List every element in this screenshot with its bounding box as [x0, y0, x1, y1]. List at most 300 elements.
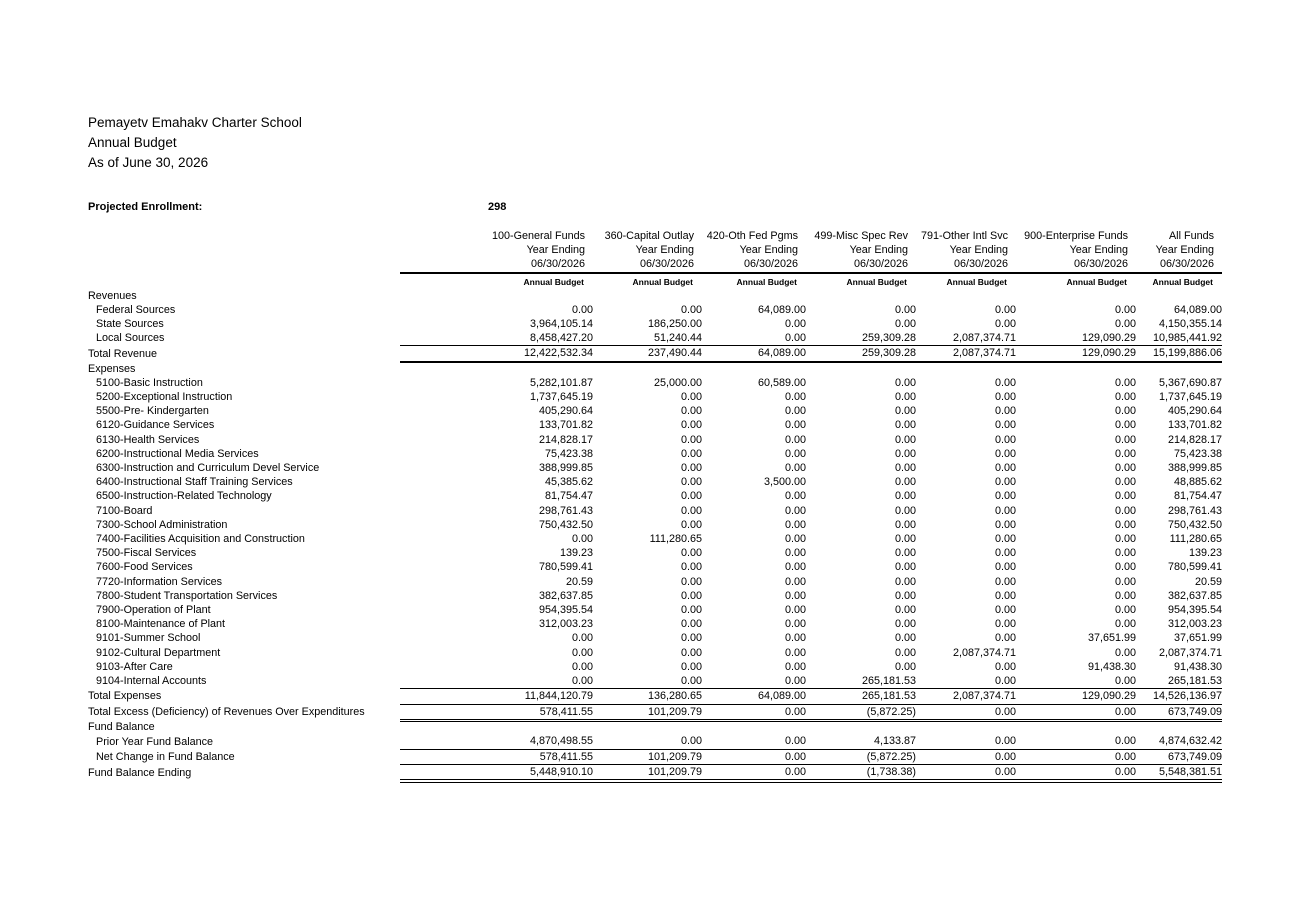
cell-value: (5,872.25): [806, 704, 916, 720]
table-row: [88, 660, 1222, 674]
cell-value: 0.00: [994, 589, 1016, 602]
cell-value: 64,089.00: [702, 346, 806, 362]
cell-value: 2,087,374.71: [916, 346, 1016, 362]
column-header: [806, 229, 916, 273]
row-label: Total Expenses: [88, 690, 162, 703]
table-row: [88, 704, 1222, 720]
cell-value: 0.00: [916, 704, 1016, 720]
table-row: [88, 447, 1222, 461]
row-label: Fund Balance Ending: [88, 766, 192, 779]
row-label: Revenues: [88, 289, 137, 302]
annual-budget-label: Annual Budget: [736, 276, 797, 287]
column-header-name: All Funds: [1168, 230, 1214, 242]
row-label: 5100-Basic Instruction: [96, 376, 203, 389]
row-label: 7720-Information Services: [96, 575, 223, 588]
budget-table: [88, 229, 1222, 783]
cell-value: 0.00: [784, 447, 806, 460]
cell-value: 3,964,105.14: [529, 318, 593, 331]
cell-value: 25,000.00: [653, 376, 702, 389]
cell-value: 4,150,355.14: [1158, 318, 1222, 331]
table-row: [88, 689, 1222, 704]
cell-value: 0.00: [1114, 303, 1136, 316]
cell-value: 0.00: [1016, 704, 1136, 720]
cell-value: 0.00: [680, 518, 702, 531]
table-row: [88, 376, 1222, 390]
cell-value: 0.00: [680, 660, 702, 673]
cell-value: 750,432.50: [1167, 518, 1222, 531]
cell-value: 0.00: [894, 504, 916, 517]
cell-value: 136,280.65: [593, 689, 702, 704]
cell-value: 0.00: [1114, 604, 1136, 617]
cell-value: 81,754.47: [544, 490, 593, 503]
column-header: [593, 229, 702, 273]
cell-value: 0.00: [680, 447, 702, 460]
column-header-name: 420-Oth Fed Pgms: [706, 230, 798, 242]
cell-value: 0.00: [894, 660, 916, 673]
cell-value: 312,003.23: [538, 618, 593, 631]
document-title-block: [88, 113, 302, 173]
fund-header-row: [88, 229, 1222, 273]
cell-value: 129,090.29: [1016, 689, 1136, 704]
column-header-year: Year Ending: [849, 244, 908, 257]
cell-value: 0.00: [1114, 405, 1136, 418]
column-header-date: 06/30/2026: [530, 258, 585, 271]
cell-value: 0.00: [702, 704, 806, 720]
table-row: [88, 489, 1222, 503]
cell-value: 186,250.00: [647, 318, 702, 331]
cell-value: 0.00: [680, 561, 702, 574]
annual-budget-label: Annual Budget: [1066, 276, 1127, 287]
cell-value: 129,090.29: [1016, 346, 1136, 362]
column-header: [1016, 229, 1136, 273]
cell-value: 4,133.87: [806, 734, 916, 749]
cell-value: 0.00: [784, 433, 806, 446]
cell-value: 265,181.53: [861, 675, 916, 688]
cell-value: 101,209.79: [593, 749, 702, 764]
cell-value: 0.00: [1114, 419, 1136, 432]
cell-value: 405,290.64: [1167, 405, 1222, 418]
row-label: Total Revenue: [88, 347, 158, 360]
cell-value: 0.00: [571, 632, 593, 645]
cell-value: 0.00: [894, 589, 916, 602]
cell-value: 0.00: [680, 419, 702, 432]
cell-value: 0.00: [680, 575, 702, 588]
cell-value: 214,828.17: [538, 433, 593, 446]
cell-value: 0.00: [680, 618, 702, 631]
cell-value: 0.00: [994, 462, 1016, 475]
cell-value: 0.00: [680, 504, 702, 517]
cell-value: 0.00: [784, 646, 806, 659]
cell-value: 0.00: [894, 518, 916, 531]
column-header: [916, 229, 1016, 273]
cell-value: 0.00: [784, 490, 806, 503]
cell-value: 0.00: [784, 518, 806, 531]
cell-value: 0.00: [1114, 433, 1136, 446]
cell-value: 0.00: [894, 433, 916, 446]
cell-value: 0.00: [571, 646, 593, 659]
cell-value: 0.00: [994, 433, 1016, 446]
cell-value: [916, 362, 1016, 376]
cell-value: 0.00: [994, 476, 1016, 489]
cell-value: 4,874,632.42: [1136, 734, 1222, 749]
cell-value: 578,411.55: [400, 749, 593, 764]
cell-value: 0.00: [994, 618, 1016, 631]
column-header-name: 360-Capital Outlay: [604, 230, 694, 242]
cell-value: 0.00: [680, 675, 702, 688]
column-header-year: Year Ending: [739, 244, 798, 257]
cell-value: [400, 362, 593, 376]
cell-value: 37,651.99: [1173, 632, 1222, 645]
annual-budget-label: Annual Budget: [523, 276, 584, 287]
cell-value: [916, 720, 1016, 734]
table-row: [88, 362, 1222, 376]
cell-value: 0.00: [571, 533, 593, 546]
cell-value: 10,985,441.92: [1152, 332, 1222, 345]
row-label: 6120-Guidance Services: [96, 419, 215, 432]
cell-value: 0.00: [994, 405, 1016, 418]
row-label: 7800-Student Transportation Services: [96, 589, 278, 602]
cell-value: 0.00: [680, 405, 702, 418]
cell-value: 0.00: [994, 303, 1016, 316]
cell-value: 0.00: [680, 490, 702, 503]
cell-value: 0.00: [1114, 575, 1136, 588]
cell-value: 0.00: [894, 391, 916, 404]
row-label: 6300-Instruction and Curriculum Devel Service: [96, 462, 320, 475]
cell-value: 0.00: [1016, 734, 1136, 749]
cell-value: 780,599.41: [538, 561, 593, 574]
cell-value: 0.00: [894, 561, 916, 574]
annual-budget-label: Annual Budget: [632, 276, 693, 287]
cell-value: 0.00: [702, 734, 806, 749]
cell-value: 0.00: [994, 518, 1016, 531]
row-label: Expenses: [88, 362, 136, 375]
cell-value: 382,637.85: [1167, 589, 1222, 602]
cell-value: 0.00: [994, 604, 1016, 617]
column-header-date: 06/30/2026: [743, 258, 798, 271]
row-label: 9103-After Care: [96, 660, 173, 673]
cell-value: 64,089.00: [702, 689, 806, 704]
cell-value: 3,500.00: [763, 476, 806, 489]
cell-value: 0.00: [702, 764, 806, 781]
cell-value: 0.00: [1114, 391, 1136, 404]
budget-table-body: [88, 289, 1222, 781]
cell-value: 133,701.82: [538, 419, 593, 432]
cell-value: 0.00: [994, 547, 1016, 560]
cell-value: 265,181.53: [806, 689, 916, 704]
cell-value: 111,280.65: [1169, 533, 1222, 546]
table-row: [88, 546, 1222, 560]
cell-value: 0.00: [894, 419, 916, 432]
column-header-name: 499-Misc Spec Rev: [814, 230, 908, 242]
cell-value: 1,737,645.19: [1158, 391, 1222, 404]
annual-budget-row: [88, 273, 1222, 289]
cell-value: 0.00: [1114, 646, 1136, 659]
column-header-name: 791-Other Intl Svc: [920, 230, 1008, 242]
row-label: 7500-Fiscal Services: [96, 547, 197, 560]
cell-value: 0.00: [894, 405, 916, 418]
row-label: 9101-Summer School: [96, 632, 201, 645]
cell-value: [702, 362, 806, 376]
cell-value: 0.00: [894, 318, 916, 331]
cell-value: 0.00: [680, 589, 702, 602]
cell-value: [1016, 720, 1136, 734]
cell-value: 312,003.23: [1167, 618, 1222, 631]
cell-value: 0.00: [994, 490, 1016, 503]
column-header-year: Year Ending: [1155, 244, 1214, 257]
cell-value: 0.00: [994, 419, 1016, 432]
projected-enrollment-value: 298: [488, 201, 507, 213]
cell-value: 0.00: [784, 575, 806, 588]
row-label: 5500-Pre- Kindergarten: [96, 405, 209, 418]
cell-value: 0.00: [784, 462, 806, 475]
column-header-year: Year Ending: [949, 244, 1008, 257]
column-header-date: 06/30/2026: [953, 258, 1008, 271]
table-row: [88, 764, 1222, 781]
column-header: [400, 229, 593, 273]
annual-budget-label: Annual Budget: [946, 276, 1007, 287]
cell-value: 0.00: [784, 618, 806, 631]
cell-value: 64,089.00: [757, 303, 806, 316]
cell-value: 0.00: [680, 547, 702, 560]
cell-value: [702, 289, 806, 303]
table-row: [88, 418, 1222, 432]
cell-value: 0.00: [994, 561, 1016, 574]
cell-value: 0.00: [680, 632, 702, 645]
cell-value: 0.00: [1114, 533, 1136, 546]
cell-value: 2,087,374.71: [916, 689, 1016, 704]
row-label: 7900-Operation of Plant: [96, 604, 211, 617]
row-label: Prior Year Fund Balance: [96, 735, 214, 748]
cell-value: 0.00: [784, 660, 806, 673]
cell-value: 2,087,374.71: [1158, 646, 1222, 659]
row-label: 7600-Food Services: [96, 561, 193, 574]
table-row: [88, 289, 1222, 303]
cell-value: 0.00: [680, 462, 702, 475]
cell-value: 15,199,886.06: [1136, 346, 1222, 362]
cell-value: 2,087,374.71: [952, 646, 1016, 659]
cell-value: 0.00: [994, 575, 1016, 588]
cell-value: 0.00: [1114, 618, 1136, 631]
row-label: Federal Sources: [96, 303, 176, 316]
header-spacer: [88, 273, 400, 289]
cell-value: 405,290.64: [538, 405, 593, 418]
cell-value: 673,749.09: [1136, 749, 1222, 764]
cell-value: 0.00: [994, 632, 1016, 645]
cell-value: 101,209.79: [593, 704, 702, 720]
cell-value: 954,395.54: [538, 604, 593, 617]
cell-value: 0.00: [680, 433, 702, 446]
table-row: [88, 532, 1222, 546]
cell-value: 0.00: [784, 589, 806, 602]
cell-value: 139.23: [559, 547, 593, 560]
cell-value: 0.00: [1114, 318, 1136, 331]
cell-value: 265,181.53: [1167, 675, 1222, 688]
cell-value: 0.00: [784, 318, 806, 331]
table-row: [88, 303, 1222, 317]
cell-value: 388,999.85: [1167, 462, 1222, 475]
table-row: [88, 317, 1222, 331]
cell-value: 0.00: [784, 561, 806, 574]
cell-value: 75,423.38: [1173, 447, 1222, 460]
column-header-year: Year Ending: [635, 244, 694, 257]
budget-table-header: [88, 229, 1222, 289]
cell-value: 0.00: [894, 575, 916, 588]
cell-value: 214,828.17: [1167, 433, 1222, 446]
header-spacer: [88, 229, 400, 273]
cell-value: [806, 362, 916, 376]
cell-value: 0.00: [571, 660, 593, 673]
school-name: Pemayetv Emahakv Charter School: [88, 115, 302, 130]
cell-value: (5,872.25): [806, 749, 916, 764]
column-header-date: 06/30/2026: [853, 258, 908, 271]
table-row: [88, 575, 1222, 589]
cell-value: 20.59: [565, 575, 593, 588]
cell-value: 60,589.00: [757, 376, 806, 389]
row-label: Local Sources: [96, 332, 165, 345]
cell-value: 259,309.28: [861, 332, 916, 345]
cell-value: 0.00: [1114, 376, 1136, 389]
column-header-date: 06/30/2026: [639, 258, 694, 271]
table-row: [88, 674, 1222, 689]
cell-value: 0.00: [1114, 447, 1136, 460]
cell-value: 0.00: [784, 405, 806, 418]
cell-value: 0.00: [784, 604, 806, 617]
table-row: [88, 461, 1222, 475]
row-label: Total Excess (Deficiency) of Revenues Over Expenditures: [88, 706, 365, 718]
cell-value: 4,870,498.55: [400, 734, 593, 749]
annual-budget-label: Annual Budget: [1152, 276, 1213, 287]
table-row: [88, 331, 1222, 346]
cell-value: 0.00: [593, 734, 702, 749]
row-label: 6500-Instruction-Related Technology: [96, 490, 272, 503]
cell-value: 0.00: [1114, 518, 1136, 531]
cell-value: 0.00: [994, 533, 1016, 546]
row-label: 6130-Health Services: [96, 433, 200, 446]
cell-value: [916, 289, 1016, 303]
table-row: [88, 603, 1222, 617]
projected-enrollment-label: Projected Enrollment:: [88, 201, 203, 213]
cell-value: 129,090.29: [1081, 332, 1136, 345]
table-row: [88, 504, 1222, 518]
cell-value: 0.00: [784, 547, 806, 560]
cell-value: 48,885.62: [1173, 476, 1222, 489]
cell-value: 5,548,381.51: [1136, 764, 1222, 781]
column-header-year: Year Ending: [1069, 244, 1128, 257]
cell-value: 20.59: [1194, 575, 1222, 588]
cell-value: 75,423.38: [544, 447, 593, 460]
cell-value: 64,089.00: [1173, 303, 1222, 316]
row-label: 9104-Internal Accounts: [96, 675, 207, 688]
cell-value: 139.23: [1188, 547, 1222, 560]
cell-value: 0.00: [994, 675, 1016, 688]
cell-value: [593, 289, 702, 303]
cell-value: 298,761.43: [538, 504, 593, 517]
cell-value: [400, 289, 593, 303]
column-header-date: 06/30/2026: [1159, 258, 1214, 271]
cell-value: 81,754.47: [1173, 490, 1222, 503]
cell-value: 382,637.85: [538, 589, 593, 602]
cell-value: 0.00: [894, 476, 916, 489]
row-label: 7100-Board: [96, 504, 153, 517]
cell-value: 0.00: [1114, 547, 1136, 560]
cell-value: 0.00: [1114, 504, 1136, 517]
cell-value: 2,087,374.71: [952, 332, 1016, 345]
cell-value: [1016, 289, 1136, 303]
row-label: State Sources: [96, 318, 164, 331]
row-label: 6400-Instructional Staff Training Services: [96, 476, 293, 489]
cell-value: [1136, 289, 1222, 303]
cell-value: 578,411.55: [400, 704, 593, 720]
cell-value: [1136, 720, 1222, 734]
cell-value: 91,438.30: [1087, 660, 1136, 673]
report-date: As of June 30, 2026: [88, 155, 209, 170]
cell-value: [702, 720, 806, 734]
table-row: [88, 404, 1222, 418]
table-row: [88, 749, 1222, 764]
cell-value: 0.00: [894, 646, 916, 659]
row-label: 5200-Exceptional Instruction: [96, 391, 233, 404]
cell-value: 298,761.43: [1167, 504, 1222, 517]
cell-value: 780,599.41: [1167, 561, 1222, 574]
cell-value: [806, 720, 916, 734]
cell-value: 133,701.82: [1167, 419, 1222, 432]
cell-value: 0.00: [916, 764, 1016, 781]
cell-value: 0.00: [916, 749, 1016, 764]
cell-value: 0.00: [571, 303, 593, 316]
cell-value: 0.00: [894, 462, 916, 475]
cell-value: 11,844,120.79: [400, 689, 593, 704]
cell-value: 0.00: [784, 332, 806, 345]
table-row: [88, 433, 1222, 447]
cell-value: 0.00: [1114, 490, 1136, 503]
cell-value: 673,749.09: [1136, 704, 1222, 720]
column-header: [702, 229, 806, 273]
report-title: Annual Budget: [88, 135, 177, 150]
table-row: [88, 346, 1222, 362]
row-label: 8100-Maintenance of Plant: [96, 618, 226, 631]
table-row: [88, 589, 1222, 603]
column-header: [1136, 229, 1222, 273]
cell-value: 388,999.85: [538, 462, 593, 475]
cell-value: 0.00: [784, 391, 806, 404]
table-row: [88, 720, 1222, 734]
cell-value: 0.00: [784, 504, 806, 517]
table-row: [88, 646, 1222, 660]
table-row: [88, 390, 1222, 404]
cell-value: 0.00: [994, 504, 1016, 517]
cell-value: 5,448,910.10: [400, 764, 593, 781]
cell-value: 0.00: [1016, 749, 1136, 764]
cell-value: 0.00: [1016, 764, 1136, 781]
table-row: [88, 617, 1222, 631]
cell-value: 0.00: [680, 476, 702, 489]
cell-value: 0.00: [894, 533, 916, 546]
cell-value: 0.00: [1114, 561, 1136, 574]
cell-value: 0.00: [894, 376, 916, 389]
cell-value: 0.00: [571, 675, 593, 688]
cell-value: 8,458,427.20: [529, 332, 593, 345]
cell-value: 111,280.65: [649, 533, 702, 546]
cell-value: [806, 289, 916, 303]
cell-value: 5,282,101.87: [529, 376, 593, 389]
cell-value: 0.00: [894, 547, 916, 560]
cell-value: 0.00: [994, 318, 1016, 331]
cell-value: [1136, 362, 1222, 376]
table-row: [88, 560, 1222, 574]
cell-value: 0.00: [784, 419, 806, 432]
cell-value: 0.00: [894, 303, 916, 316]
column-header-name: 900-Enterprise Funds: [1024, 230, 1128, 242]
